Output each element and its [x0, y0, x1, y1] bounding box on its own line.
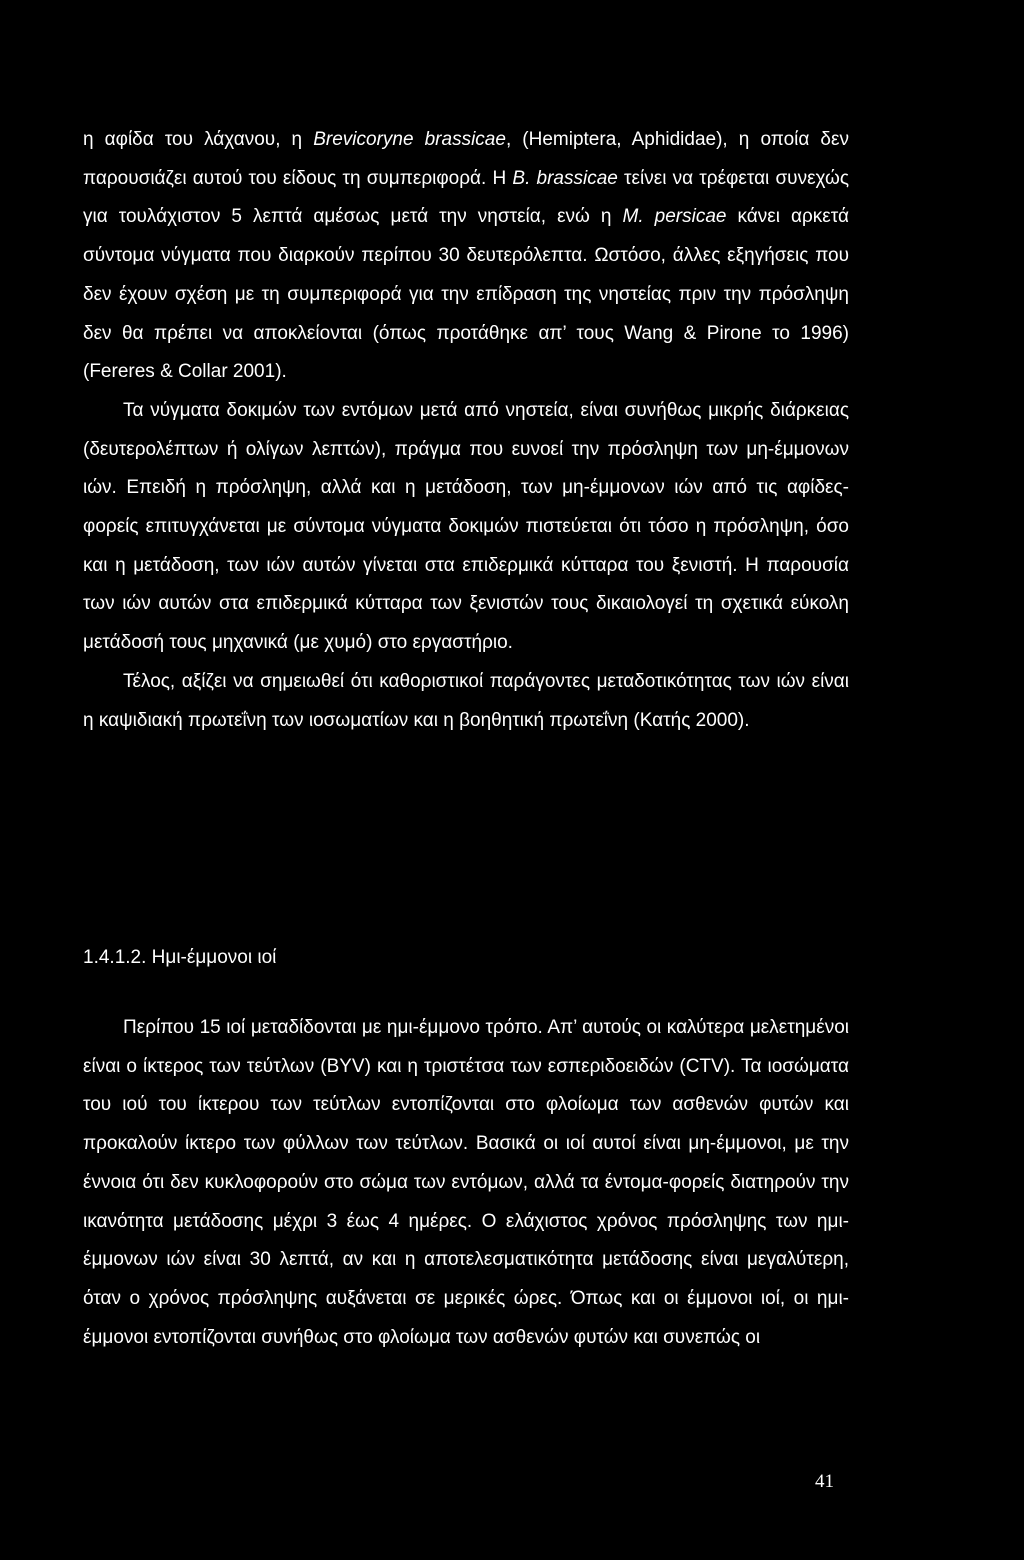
- paragraph-semi-persistent-viruses: Περίπου 15 ιοί μεταδίδονται με ημι-έμμονο τρόπο. Απ’ αυτούς οι καλύτερα μελετημένοι είναι ο ίκτερος των τεύτλων (BYV) και η τριστέτσα των εσπεριδοειδών (CTV). Τα ιοσώματα του ιού του ίκτερου των τεύτλων εντοπίζονται στο φλοίωμα των ασθενών φυτών και προκαλούν ίκτερο των φύλλων των τεύτλων. Βασικά οι ιοί αυτοί είναι μη-έμμονοι, με την έννοια ότι δεν κυκλοφορούν στο σώμα των εντόμων, αλλά τα έντομα-φορείς διατηρούν την ικανότητα μετάδοσης μέχρι 3 έως 4 ημέρες. Ο ελάχιστος χρόνος πρόσληψης των ημι-έμμονων ιών είναι 30 λεπτά, αν και η αποτελεσματικότητα μετάδοσης είναι μεγαλύτερη, όταν ο χρόνος πρόσληψης αυξάνεται σε μερικές ώρες. Όπως και οι έμμονοι ιοί, οι ημι-έμμονοι εντοπίζονται συνήθως στο φλοίωμα των ασθενών φυτών και συνεπώς οι: [83, 1017, 849, 1348]
- page-number: 41: [815, 1471, 834, 1492]
- paragraph-test-probes: Τα νύγματα δοκιμών των εντόμων μετά από νηστεία, είναι συνήθως μικρής διάρκειας (δευτερολέπτων ή ολίγων λεπτών), πράγμα που ευνοεί την πρόσληψη των μη-έμμονων ιών. Επειδή η πρόσληψη, αλλά και η μετάδοση, των μη-έμμονων ιών από τις αφίδες-φορείς επιτυγχάνεται με σύντομα νύγματα δοκιμών πιστεύεται ότι τόσο η πρόσληψη, όσο και η μετάδοση, των ιών αυτών γίνεται στα επιδερμικά κύτταρα του ξενιστή. Η παρουσία των ιών αυτών στα επιδερμικά κύτταρα των ξενιστών τους δικαιολογεί τη σχετικά εύκολη μετάδοσή τους μηχανικά (με χυμό) στο εργαστήριο.: [83, 399, 849, 654]
- species-name: M. persicae: [622, 206, 727, 228]
- paragraph-1-text: , (Hemiptera, Aphididae), η οποία δεν παρουσιάζει αυτού του είδους τη συμπεριφορά. Η: [83, 129, 849, 189]
- paragraph-continued: [83, 121, 849, 392]
- paragraph-1-text: η αφίδα του λάχανου, η: [83, 129, 314, 150]
- section-heading: 1.4.1.2. Ημι-έμμονοι ιοί: [83, 947, 277, 968]
- paragraph-1-text: κάνει αρκετά σύντομα νύγματα που διαρκούν περίπου 30 δευτερόλεπτα. Ωστόσο, άλλες εξηγήσεις που δεν έχουν σχέση με τη συμπεριφορά για την επίδραση της νηστείας πριν την πρόσληψη δεν θα πρέπει να αποκλείονται (όπως προτάθηκε απ’ τους Wang & Pirone το 1996) (Fereres & Collar 2001).: [83, 206, 849, 383]
- species-name: Brevicoryne brassicae: [313, 129, 506, 150]
- text-block-lower: [83, 1009, 849, 1357]
- paragraph-transmissibility-factors: Τέλος, αξίζει να σημειωθεί ότι καθοριστικοί παράγοντες μεταδοτικότητας των ιών είναι η καψιδιακή πρωτεΐνη των ιοσωματίων και η βοηθητική πρωτεΐνη (Κατής 2000).: [83, 670, 849, 731]
- paragraph-1-text: τείνει να τρέφεται συνεχώς για τουλάχιστον 5 λεπτά αμέσως μετά την νηστεία, ενώ η: [83, 167, 849, 228]
- species-name: B. brassicae: [512, 167, 618, 189]
- text-block-upper: [83, 121, 849, 740]
